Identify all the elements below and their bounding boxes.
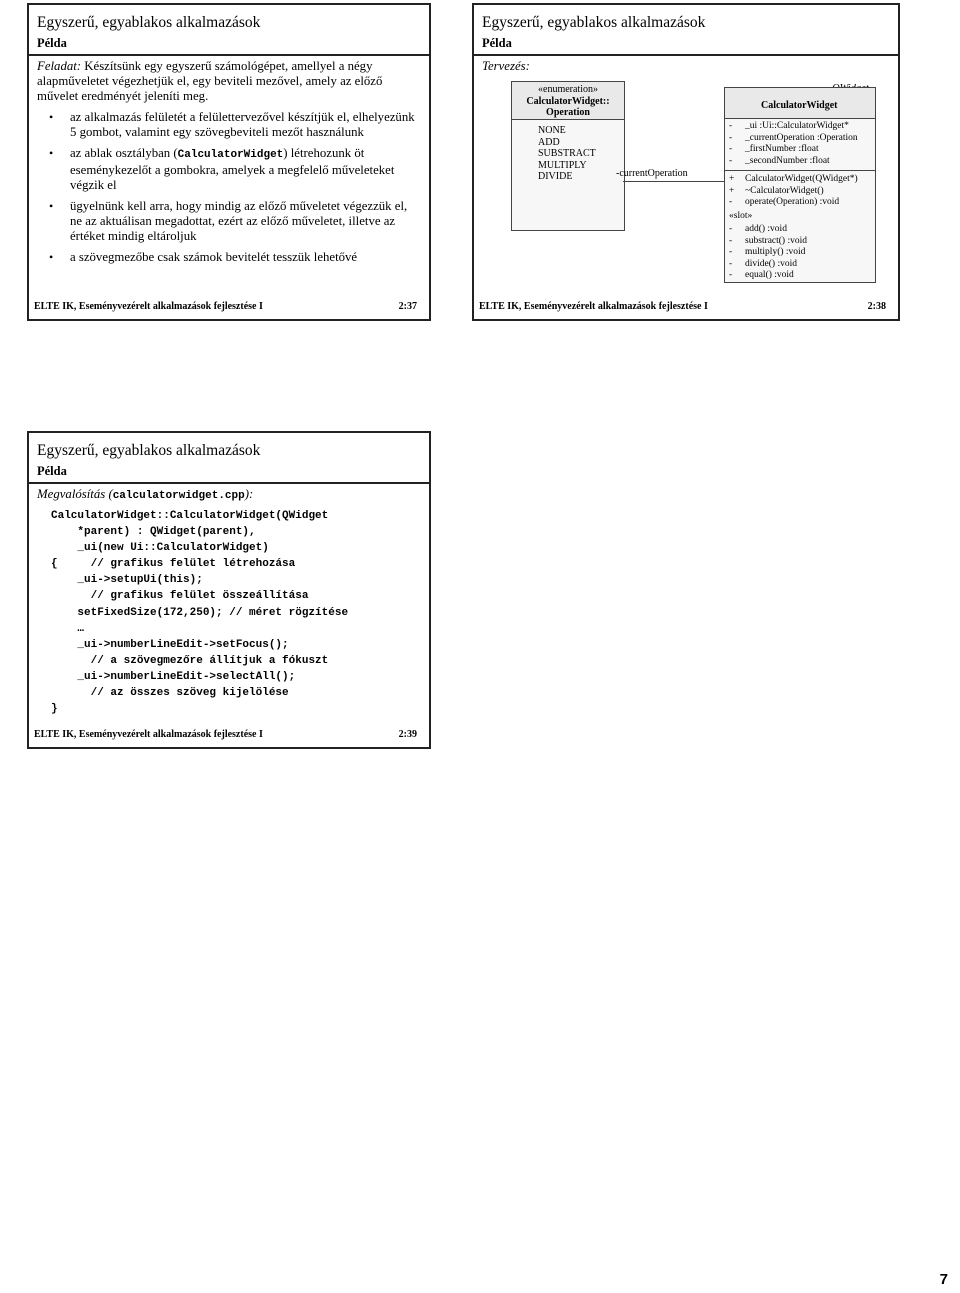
- class-calculatorwidget-box: [724, 87, 876, 283]
- class-name-code: CalculatorWidget: [177, 149, 284, 161]
- enum-value: ADD: [538, 136, 560, 148]
- bullet-item: [37, 146, 421, 193]
- slide-footer: [34, 729, 417, 740]
- bullet-item: • a szövegmezőbe csak számok bevitelét tesszük lehetővé: [37, 250, 421, 265]
- slide-number: 2:38: [867, 301, 886, 312]
- enum-value: NONE: [538, 125, 566, 136]
- slot-row: - add() :void: [729, 224, 787, 234]
- attribute-row: - _ui :Ui::CalculatorWidget*: [729, 121, 849, 131]
- attribute-row: - _firstNumber :float: [729, 144, 819, 154]
- operation-row: + ~CalculatorWidget(): [729, 185, 824, 196]
- enum-values: [538, 125, 596, 183]
- slide-2-39: [27, 431, 431, 749]
- code-line: _ui->numberLineEdit->selectAll();: [51, 670, 296, 683]
- slide-footer: [479, 301, 886, 312]
- slot-row: - equal() :void: [729, 270, 794, 280]
- enum-operation-box: [511, 81, 625, 231]
- slot-row: - divide() :void: [729, 258, 797, 269]
- slot-row: - multiply() :void: [729, 247, 806, 257]
- implementation-label-end: ):: [244, 487, 254, 501]
- slot-stereotype: «slot»: [729, 211, 753, 221]
- enum-name: Operation: [546, 107, 590, 118]
- uml-class-diagram: [474, 5, 902, 323]
- slide-title: Egyszerű, egyablakos alkalmazások: [37, 442, 261, 459]
- attribute-row: - _secondNumber :float: [729, 155, 830, 166]
- footer-course: ELTE IK, Eseményvezérelt alkalmazások fejlesztése I: [34, 301, 263, 312]
- enum-scope: CalculatorWidget::: [526, 95, 610, 107]
- slide-content: [37, 487, 421, 717]
- slide-number: 2:39: [398, 729, 417, 740]
- compartment-divider: [725, 170, 875, 171]
- code-line: …: [51, 622, 85, 635]
- implementation-heading: [37, 487, 421, 504]
- file-name-code: calculatorwidget.cpp: [112, 490, 245, 502]
- code-line: }: [51, 703, 58, 716]
- bullet-item: • ügyelnünk kell arra, hogy mindig az előző műveletet végezzük el, ne az aktuálisan megadottat, ezért az előző műveletet, illetve az értéket mindig eltároljuk: [37, 199, 421, 244]
- task-text: Készítsünk egy egyszerű számológépet, amellyel a négy alapműveletet végezhetjük el, egy beviteli mezővel, amely az előző művelet eredményét jeleníti meg.: [37, 59, 383, 103]
- class-header: [725, 88, 875, 119]
- code-line: _ui->setupUi(this);: [51, 574, 203, 587]
- code-line: // a szövegmezőre állítjuk a fókuszt: [51, 654, 329, 667]
- bullet-item: • az alkalmazás felületét a felülettervezővel készítjük el, elhelyezünk 5 gombot, valamint egy szövegbeviteli mezőt használunk: [37, 110, 421, 140]
- implementation-label: Megvalósítás (: [37, 487, 113, 501]
- enum-value: DIVIDE: [538, 171, 573, 183]
- slide-content: [37, 59, 421, 271]
- slide-footer: [34, 301, 417, 312]
- document-page-number: 7: [939, 1271, 948, 1288]
- code-line: _ui->numberLineEdit->setFocus();: [51, 638, 289, 651]
- bullet-list: [37, 110, 421, 265]
- slot-row: - substract() :void: [729, 235, 808, 246]
- class-name: CalculatorWidget: [761, 100, 838, 111]
- code-line: CalculatorWidget::CalculatorWidget(QWidget: [51, 510, 329, 522]
- task-paragraph: [37, 59, 421, 104]
- slide-2-38: [472, 3, 900, 321]
- operation-row: + CalculatorWidget(QWidget*): [729, 174, 858, 184]
- task-label: Feladat:: [37, 59, 82, 73]
- code-line: *parent) : QWidget(parent),: [51, 526, 256, 539]
- attribute-row: - _currentOperation :Operation: [729, 132, 858, 143]
- footer-course: ELTE IK, Eseményvezérelt alkalmazások fejlesztése I: [34, 729, 263, 740]
- code-line: { // grafikus felület létrehozása: [51, 558, 296, 571]
- code-line: // az összes szöveg kijelölése: [51, 687, 289, 700]
- slide-number: 2:37: [398, 301, 417, 312]
- code-line: setFixedSize(172,250); // méret rögzítése: [51, 606, 349, 619]
- association-line: [623, 181, 724, 182]
- code-block: [51, 508, 421, 717]
- code-line: _ui(new Ui::CalculatorWidget): [51, 542, 269, 555]
- code-line: // grafikus felület összeállítása: [51, 590, 309, 603]
- slide-subtitle: Példa: [37, 464, 67, 478]
- title-divider: [29, 482, 429, 484]
- association-label: -currentOperation: [616, 168, 688, 179]
- slide-title: Egyszerű, egyablakos alkalmazások: [37, 14, 261, 31]
- enum-value: SUBSTRACT: [538, 148, 596, 160]
- operation-row: - operate(Operation) :void: [729, 197, 840, 207]
- enum-stereotype: «enumeration»: [538, 84, 598, 95]
- bullet-text: ) létrehozunk öt eseménykezelőt a gombokra, amelyek a megfelelő műveleteket végzik el: [70, 146, 395, 192]
- bullet-text: az ablak osztályban (: [70, 146, 178, 160]
- enum-header: [512, 82, 624, 120]
- enum-value: MULTIPLY: [538, 159, 587, 171]
- design-label: Tervezés:: [482, 59, 530, 73]
- footer-course: ELTE IK, Eseményvezérelt alkalmazások fejlesztése I: [479, 301, 708, 312]
- slide-2-37: [27, 3, 431, 321]
- title-divider: [29, 54, 429, 56]
- slide-subtitle: Példa: [482, 36, 512, 50]
- slide-subtitle: Példa: [37, 36, 67, 50]
- slide-title: Egyszerű, egyablakos alkalmazások: [482, 14, 706, 31]
